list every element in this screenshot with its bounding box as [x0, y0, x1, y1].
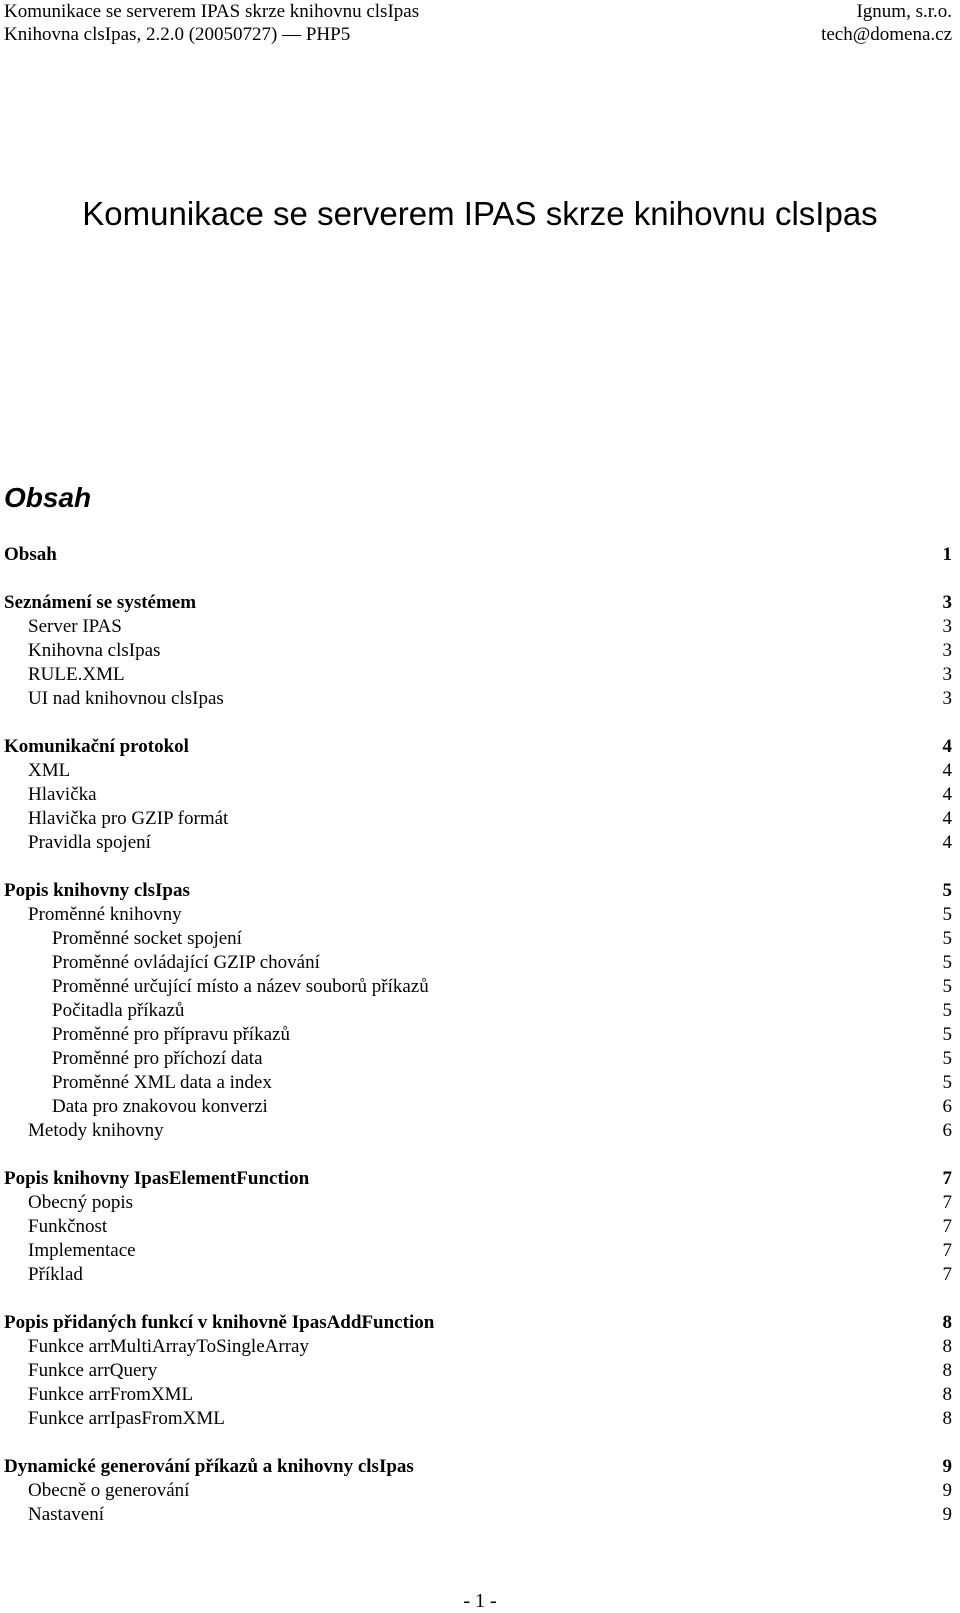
table-of-contents: [4, 543, 952, 1551]
document-title: Komunikace se serverem IPAS skrze knihovnu clsIpas: [82, 195, 878, 232]
toc-entry-page-number: 3: [942, 616, 952, 637]
toc-entry-page-number: 5: [942, 904, 952, 925]
toc-entry[interactable]: [4, 1383, 952, 1407]
toc-entry-label: Metody knihovny: [28, 1120, 164, 1141]
toc-entry-page-number: 5: [942, 1072, 952, 1093]
toc-entry-label: Funkce arrIpasFromXML: [28, 1408, 225, 1429]
header-document-name: Komunikace se serverem IPAS skrze knihovnu clsIpas: [4, 1, 420, 22]
toc-entry-page-number: 5: [942, 1048, 952, 1069]
toc-entry-page-number: 6: [942, 1096, 952, 1117]
toc-entry-page-number: 3: [942, 640, 952, 661]
toc-section: [4, 1311, 952, 1431]
page-header: [4, 0, 952, 46]
toc-heading: Obsah: [4, 482, 92, 513]
toc-entry[interactable]: [4, 759, 952, 783]
toc-entry[interactable]: [4, 1239, 952, 1263]
toc-entry-label: Server IPAS: [28, 616, 122, 637]
toc-entry-label: Obsah: [4, 544, 57, 565]
toc-entry-page-number: 8: [942, 1408, 952, 1429]
toc-entry[interactable]: [4, 975, 952, 999]
toc-entry[interactable]: [4, 879, 952, 903]
toc-entry-label: Počitadla příkazů: [52, 1000, 185, 1021]
toc-entry[interactable]: [4, 1191, 952, 1215]
toc-entry[interactable]: [4, 663, 952, 687]
toc-entry-page-number: 8: [942, 1384, 952, 1405]
toc-entry-label: RULE.XML: [28, 664, 125, 685]
toc-entry-label: Funkce arrQuery: [28, 1360, 158, 1381]
toc-entry-page-number: 4: [942, 832, 952, 853]
toc-entry-page-number: 5: [942, 880, 952, 901]
toc-section: [4, 735, 952, 855]
toc-entry-page-number: 4: [942, 808, 952, 829]
toc-entry-label: Příklad: [28, 1264, 83, 1285]
toc-entry-label: Proměnné pro příchozí data: [52, 1048, 263, 1069]
toc-entry-page-number: 3: [942, 664, 952, 685]
toc-entry-label: Knihovna clsIpas: [28, 640, 161, 661]
toc-entry-page-number: 7: [942, 1264, 952, 1285]
toc-entry[interactable]: [4, 1047, 952, 1071]
toc-entry-label: Pravidla spojení: [28, 832, 151, 853]
toc-section: [4, 1455, 952, 1527]
toc-entry-page-number: 5: [942, 1000, 952, 1021]
toc-entry-page-number: 4: [942, 784, 952, 805]
toc-entry-label: Seznámení se systémem: [4, 592, 197, 613]
toc-entry[interactable]: [4, 687, 952, 711]
toc-entry[interactable]: [4, 1215, 952, 1239]
toc-section: [4, 1167, 952, 1287]
toc-entry[interactable]: [4, 1479, 952, 1503]
toc-entry-label: Dynamické generování příkazů a knihovny clsIpas: [4, 1456, 414, 1477]
toc-entry-label: Popis knihovny clsIpas: [4, 880, 190, 901]
toc-entry-label: Proměnné XML data a index: [52, 1072, 272, 1093]
toc-section: [4, 591, 952, 711]
toc-entry[interactable]: [4, 1359, 952, 1383]
toc-entry-page-number: 3: [942, 688, 952, 709]
toc-entry-label: Obecný popis: [28, 1192, 134, 1213]
toc-entry-page-number: 4: [942, 760, 952, 781]
toc-entry-page-number: 5: [942, 1024, 952, 1045]
toc-section: [4, 879, 952, 1143]
toc-entry[interactable]: [4, 807, 952, 831]
toc-entry-page-number: 8: [942, 1336, 952, 1357]
toc-entry[interactable]: [4, 1071, 952, 1095]
toc-entry-page-number: 8: [942, 1360, 952, 1381]
toc-entry[interactable]: [4, 639, 952, 663]
toc-entry[interactable]: [4, 783, 952, 807]
toc-entry-label: Data pro znakovou konverzi: [52, 1096, 268, 1117]
toc-entry-label: Hlavička pro GZIP formát: [28, 808, 229, 829]
toc-entry-label: Proměnné určující místo a název souborů příkazů: [52, 976, 429, 997]
toc-entry-label: Proměnné ovládající GZIP chování: [52, 952, 320, 973]
toc-entry-label: UI nad knihovnou clsIpas: [28, 688, 224, 709]
toc-entry[interactable]: [4, 1455, 952, 1479]
header-row-2: [4, 23, 952, 46]
toc-entry-label: Funkce arrMultiArrayToSingleArray: [28, 1336, 309, 1357]
toc-entry[interactable]: [4, 1095, 952, 1119]
toc-entry[interactable]: [4, 1023, 952, 1047]
toc-entry-page-number: 1: [942, 544, 952, 565]
toc-entry-page-number: 7: [942, 1168, 952, 1189]
toc-entry[interactable]: [4, 1119, 952, 1143]
toc-entry[interactable]: [4, 903, 952, 927]
toc-entry-label: Proměnné pro přípravu příkazů: [52, 1024, 290, 1045]
toc-entry[interactable]: [4, 615, 952, 639]
toc-entry-label: Implementace: [28, 1240, 136, 1261]
toc-entry-label: Funkce arrFromXML: [28, 1384, 194, 1405]
header-row-1: [4, 0, 952, 23]
toc-entry[interactable]: [4, 1503, 952, 1527]
toc-entry-page-number: 7: [942, 1240, 952, 1261]
toc-entry-label: Popis knihovny IpasElementFunction: [4, 1168, 310, 1189]
toc-entry[interactable]: [4, 1311, 952, 1335]
toc-entry-label: Funkčnost: [28, 1216, 108, 1237]
toc-entry-label: Hlavička: [28, 784, 97, 805]
toc-entry-label: Komunikační protokol: [4, 736, 189, 757]
toc-entry[interactable]: [4, 543, 952, 567]
page-number: - 1 -: [463, 1590, 497, 1612]
header-company: Ignum, s.r.o.: [856, 1, 952, 22]
toc-entry-label: Proměnné knihovny: [28, 904, 182, 925]
toc-entry[interactable]: [4, 1167, 952, 1191]
toc-entry[interactable]: [4, 831, 952, 855]
toc-entry-page-number: 9: [942, 1480, 952, 1501]
toc-entry[interactable]: [4, 1263, 952, 1287]
toc-entry-page-number: 9: [942, 1504, 952, 1525]
toc-entry-label: Popis přidaných funkcí v knihovně IpasAddFunction: [4, 1312, 435, 1333]
toc-entry[interactable]: [4, 1335, 952, 1359]
toc-entry-label: Proměnné socket spojení: [52, 928, 242, 949]
toc-entry-page-number: 5: [942, 928, 952, 949]
toc-entry[interactable]: [4, 735, 952, 759]
header-library-version: Knihovna clsIpas, 2.2.0 (20050727) — PHP5: [4, 24, 351, 45]
toc-entry-page-number: 5: [942, 952, 952, 973]
toc-entry[interactable]: [4, 927, 952, 951]
toc-entry[interactable]: [4, 999, 952, 1023]
toc-entry-page-number: 3: [942, 592, 952, 613]
toc-entry-page-number: 5: [942, 976, 952, 997]
toc-entry-page-number: 7: [942, 1192, 952, 1213]
toc-entry-page-number: 7: [942, 1216, 952, 1237]
header-email: tech@domena.cz: [821, 24, 952, 45]
toc-entry[interactable]: [4, 1407, 952, 1431]
toc-entry-page-number: 8: [942, 1312, 952, 1333]
toc-entry-label: Obecně o generování: [28, 1480, 190, 1501]
toc-entry-label: Nastavení: [28, 1504, 104, 1525]
toc-entry[interactable]: [4, 951, 952, 975]
toc-entry-page-number: 4: [942, 736, 952, 757]
toc-entry-page-number: 9: [942, 1456, 952, 1477]
toc-entry-page-number: 6: [942, 1120, 952, 1141]
toc-section: [4, 543, 952, 567]
toc-entry[interactable]: [4, 591, 952, 615]
toc-entry-label: XML: [28, 760, 71, 781]
